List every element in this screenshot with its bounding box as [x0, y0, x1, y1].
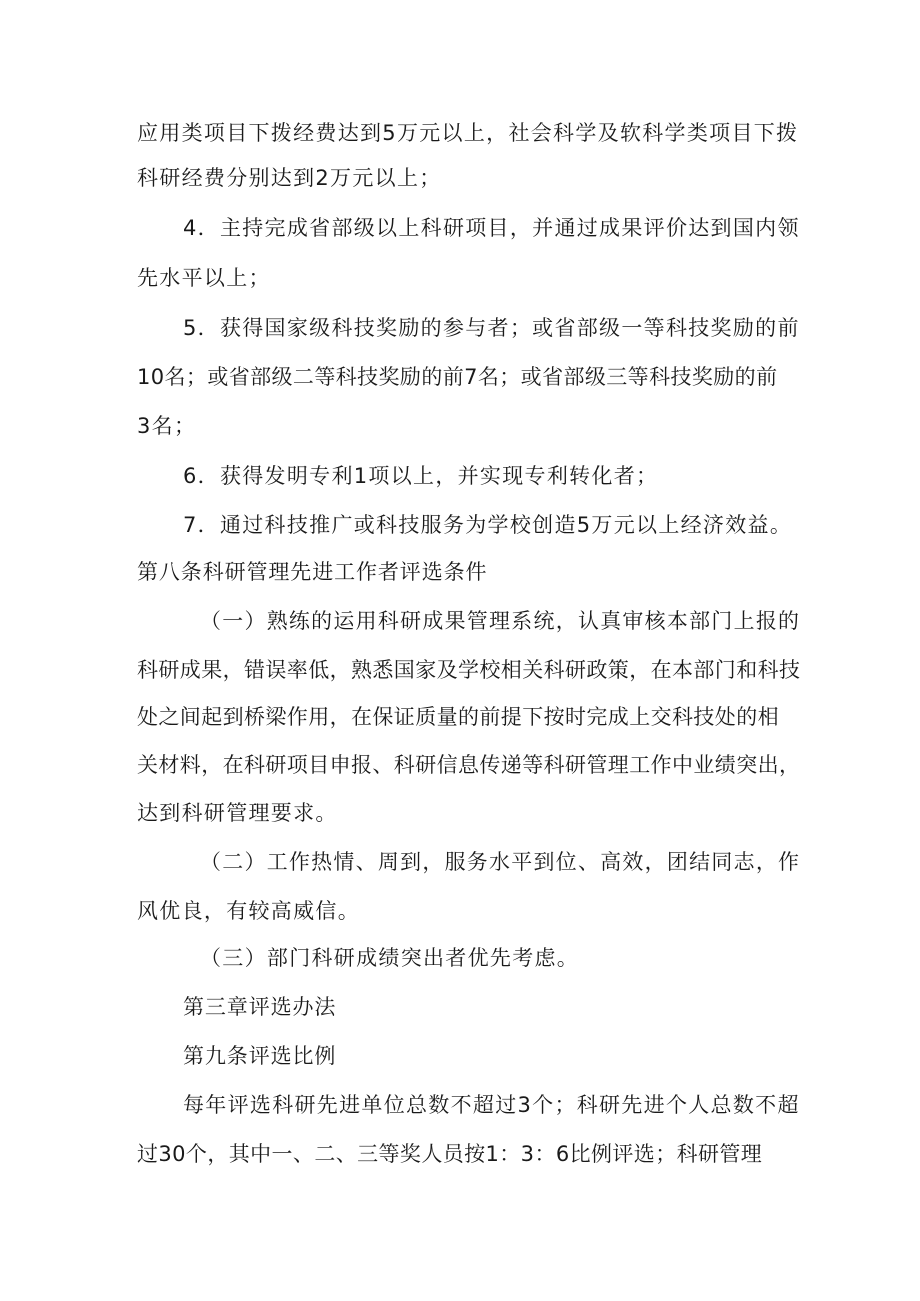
- text-line-15: 达到科研管理要求。: [137, 801, 338, 825]
- text-line-22: 过30个，其中一、二、三等奖人员按1：3：6比例评选；科研管理: [137, 1142, 763, 1166]
- text-line-2: 科研经费分别达到2万元以上；: [137, 166, 442, 190]
- text-line-12: 科研成果，错误率低，熟悉国家及学校相关科研政策，在本部门和科技: [137, 658, 801, 682]
- section-heading-article-8: 第八条科研管理先进工作者评选条件: [137, 560, 488, 584]
- text-line-6: 10名；或省部级二等科技奖励的前7名；或省部级三等科技奖励的前: [137, 365, 778, 389]
- text-line-17: 风优良，有较高威信。: [137, 899, 360, 923]
- text-line-9: 7．通过科技推广或科技服务为学校创造5万元以上经济效益。: [183, 513, 793, 537]
- text-line-8: 6．获得发明专利1项以上，并实现专利转化者；: [183, 464, 659, 488]
- text-line-7: 3名；: [137, 414, 197, 438]
- text-line-21: 每年评选科研先进单位总数不超过3个；科研先进个人总数不超: [183, 1093, 800, 1117]
- text-line-13: 处之间起到桥梁作用，在保证质量的前提下按时完成上交科技处的相: [137, 705, 779, 729]
- text-line-16: （二）工作热情、周到，服务水平到位、高效，团结同志，作: [200, 850, 801, 874]
- text-line-3: 4．主持完成省部级以上科研项目，并通过成果评价达到国内领: [183, 216, 800, 240]
- text-line-5: 5．获得国家级科技奖励的参与者；或省部级一等科技奖励的前: [183, 316, 800, 340]
- text-line-1: 应用类项目下拨经费达到5万元以上，社会科学及软科学类项目下拨: [137, 121, 799, 145]
- chapter-heading-3: 第三章评选办法: [183, 995, 337, 1019]
- text-line-11: （一）熟练的运用科研成果管理系统，认真审核本部门上报的: [200, 609, 801, 633]
- text-line-4: 先水平以上；: [137, 266, 271, 290]
- section-heading-article-9: 第九条评选比例: [183, 1044, 337, 1068]
- text-line-18: （三）部门科研成绩突出者优先考虑。: [200, 946, 580, 970]
- text-line-14: 关材料，在科研项目申报、科研信息传递等科研管理工作中业绩突出，: [137, 753, 801, 777]
